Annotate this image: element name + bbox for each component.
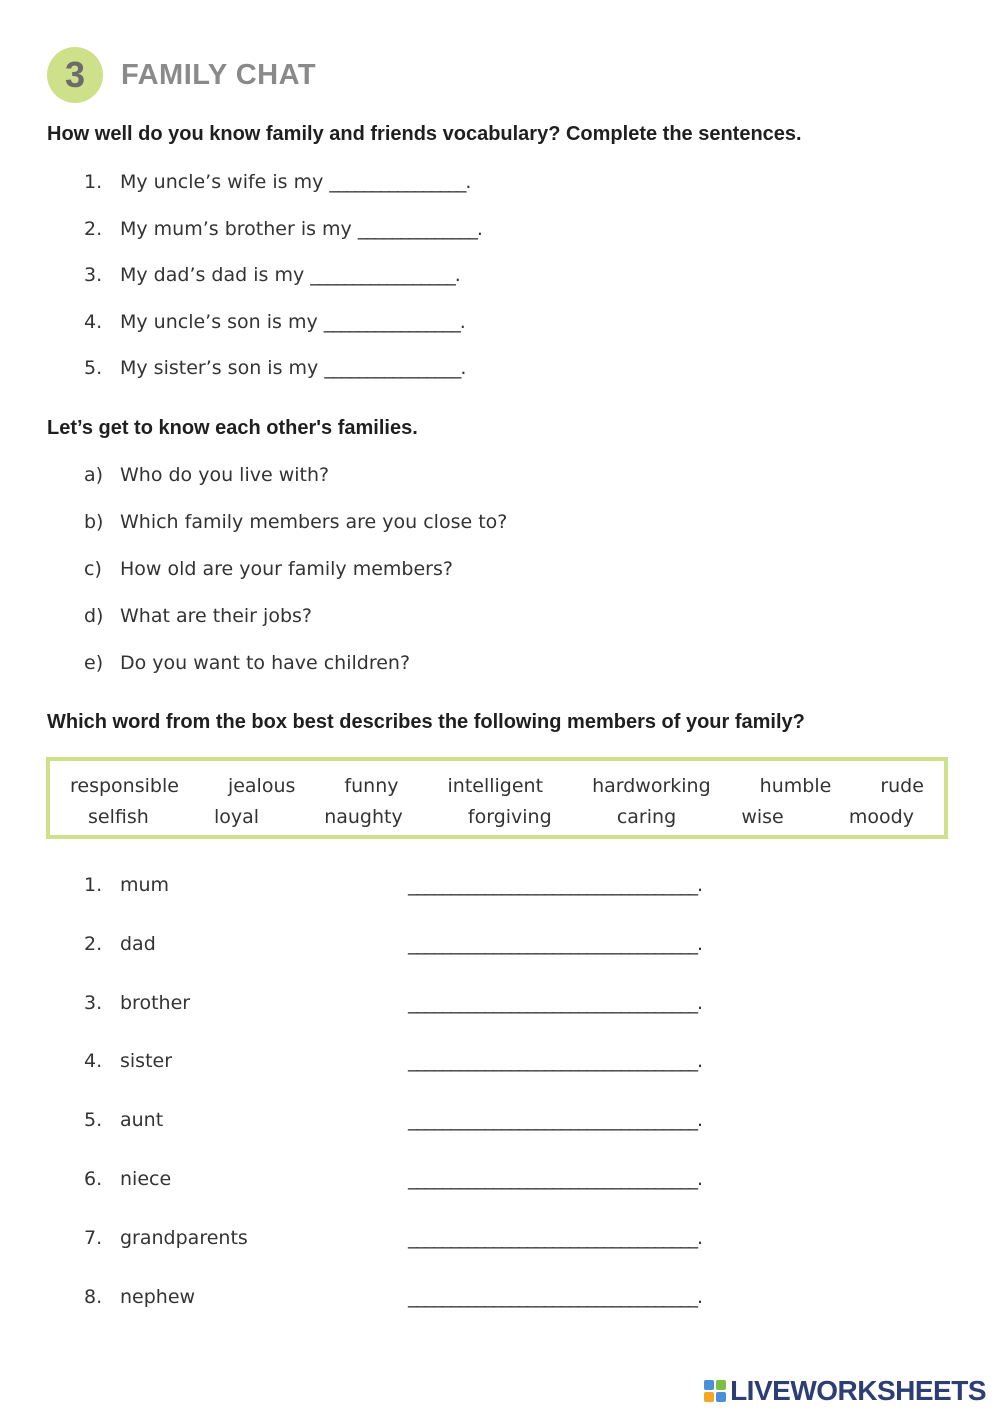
- list-item: 3. My dad’s dad is my _________________.: [84, 264, 460, 286]
- list-item: 1. mum __________________________________.: [84, 874, 703, 896]
- word-chip: caring: [616, 806, 677, 828]
- answer-input[interactable]: __________________________________.: [408, 1285, 703, 1308]
- list-item: e) Do you want to have children?: [84, 652, 411, 674]
- list-item: 1. My uncle’s wife is my ________________.: [84, 171, 471, 193]
- word-chip: jealous: [227, 775, 296, 797]
- page-title: FAMILY CHAT: [121, 58, 317, 91]
- section-number-badge: 3: [47, 47, 103, 103]
- section-header: [47, 47, 316, 103]
- section3-instruction: Which word from the box best describes the following members of your family?: [47, 711, 805, 733]
- blank-input[interactable]: ________________.: [323, 310, 465, 333]
- sentence-list: [84, 171, 482, 404]
- brand-name: LIVEWORKSHEETS: [730, 1375, 986, 1406]
- answer-input[interactable]: __________________________________.: [408, 932, 703, 955]
- word-chip: hardworking: [592, 775, 711, 797]
- list-item: 2. dad __________________________________.: [84, 932, 703, 955]
- word-chip: responsible: [70, 775, 179, 797]
- liveworksheets-logo[interactable]: [704, 1375, 986, 1407]
- list-item: a) Who do you live with?: [84, 464, 330, 486]
- list-item: c) How old are your family members?: [84, 558, 453, 580]
- list-item: 3. brother __________________________________.: [84, 991, 703, 1014]
- list-item: 8. nephew __________________________________.: [84, 1285, 703, 1308]
- word-chip: naughty: [324, 806, 403, 828]
- blank-input[interactable]: ________________.: [324, 357, 466, 379]
- word-chip: moody: [848, 806, 914, 828]
- word-chip: selfish: [88, 806, 149, 828]
- liveworksheets-grid-icon: [704, 1380, 726, 1402]
- word-chip: forgiving: [467, 806, 552, 828]
- list-item: 2. My mum’s brother is my ______________.: [84, 217, 482, 240]
- list-item: 7. grandparents __________________________________.: [84, 1226, 703, 1249]
- list-item: 4. sister __________________________________.: [84, 1050, 703, 1073]
- blank-input[interactable]: _________________.: [310, 264, 460, 286]
- word-chip: funny: [344, 775, 399, 797]
- question-list: [84, 464, 507, 699]
- list-item: 5. My sister’s son is my ________________.: [84, 357, 466, 379]
- blank-input[interactable]: ________________.: [329, 171, 471, 193]
- word-row: [70, 775, 924, 797]
- word-chip: intelligent: [447, 775, 544, 797]
- word-box: [46, 757, 948, 839]
- blank-input[interactable]: ______________.: [357, 217, 482, 240]
- family-member-list: [84, 874, 703, 1344]
- list-item: b) Which family members are you close to?: [84, 511, 508, 533]
- list-item: 4. My uncle’s son is my ________________.: [84, 310, 465, 333]
- list-item: d) What are their jobs?: [84, 605, 312, 627]
- answer-input[interactable]: __________________________________.: [408, 1226, 703, 1249]
- answer-input[interactable]: __________________________________.: [408, 1050, 703, 1073]
- answer-input[interactable]: __________________________________.: [408, 991, 703, 1014]
- word-row: [88, 806, 914, 828]
- word-chip: loyal: [213, 806, 260, 828]
- word-chip: humble: [759, 775, 832, 797]
- list-item: 5. aunt __________________________________.: [84, 1109, 703, 1132]
- word-chip: wise: [741, 806, 784, 828]
- answer-input[interactable]: __________________________________.: [408, 1167, 703, 1190]
- list-item: 6. niece __________________________________.: [84, 1167, 703, 1190]
- section1-instruction: How well do you know family and friends vocabulary? Complete the sentences.: [47, 123, 802, 145]
- word-chip: rude: [880, 775, 924, 797]
- answer-input[interactable]: __________________________________.: [408, 1109, 703, 1132]
- answer-input[interactable]: __________________________________.: [408, 874, 703, 896]
- section2-instruction: Let’s get to know each other's families.: [47, 417, 418, 439]
